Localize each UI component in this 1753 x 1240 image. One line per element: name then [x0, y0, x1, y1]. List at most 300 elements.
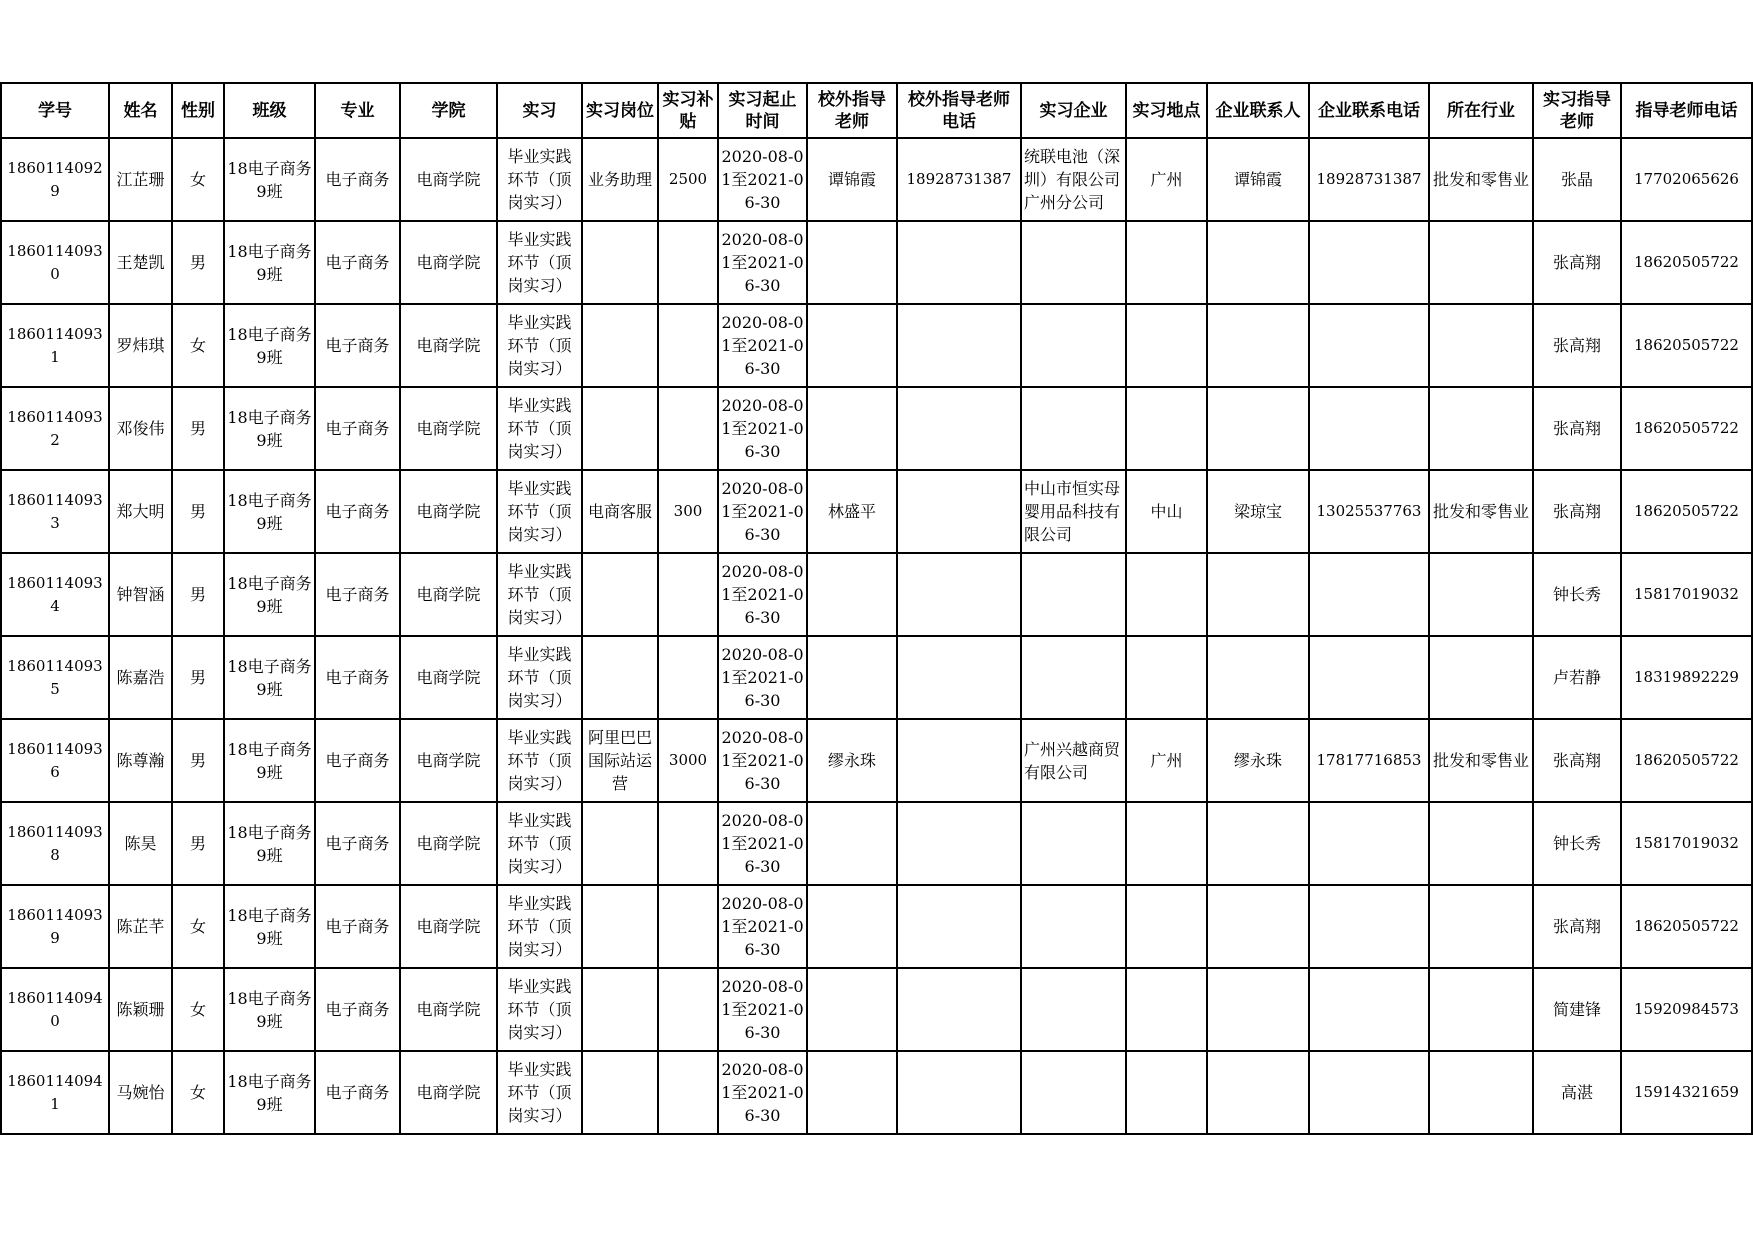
cell-advisor-phone [1621, 719, 1752, 802]
cell-text: 梁琼宝 [1233, 502, 1282, 521]
cell-major [315, 470, 400, 553]
cell-gender [172, 1051, 224, 1134]
cell-external-advisor [807, 968, 897, 1051]
cell-internship-advisor [1533, 553, 1621, 636]
cell-gender [172, 387, 224, 470]
cell-text: 2020-08-01至2021-06-30 [721, 1060, 804, 1125]
cell-text: 张高翔 [1552, 253, 1601, 272]
cell-advisor-phone [1621, 304, 1752, 387]
column-header-class: 班级 [224, 83, 315, 138]
cell-internship-subsidy [658, 968, 718, 1051]
cell-industry [1429, 885, 1533, 968]
column-header-major: 专业 [315, 83, 400, 138]
cell-name [109, 636, 172, 719]
cell-student-id [1, 802, 109, 885]
cell-company-contact [1207, 304, 1309, 387]
cell-internship-period [718, 719, 807, 802]
cell-company-contact [1207, 1051, 1309, 1134]
cell-gender [172, 470, 224, 553]
cell-name [109, 221, 172, 304]
cell-text: 毕业实践环节（顶岗实习） [507, 977, 572, 1042]
cell-major [315, 387, 400, 470]
cell-text: 统联电池（深圳）有限公司广州分公司 [1024, 147, 1121, 212]
cell-internship-period [718, 553, 807, 636]
cell-text: 批发和零售业 [1432, 751, 1529, 770]
cell-text: 张晶 [1560, 170, 1593, 189]
cell-internship-subsidy [658, 719, 718, 802]
cell-internship-position [582, 968, 658, 1051]
cell-company-contact-phone [1309, 802, 1429, 885]
cell-text: 简建锋 [1552, 1000, 1601, 1019]
cell-text: 电子商务 [325, 751, 390, 770]
cell-name [109, 885, 172, 968]
cell-internship-company [1021, 304, 1126, 387]
cell-text: 18电子商务9班 [227, 158, 312, 201]
cell-external-advisor-phone [897, 221, 1021, 304]
cell-internship-advisor [1533, 1051, 1621, 1134]
cell-internship [497, 802, 582, 885]
cell-text: 2020-08-01至2021-06-30 [721, 977, 804, 1042]
cell-advisor-phone [1621, 968, 1752, 1051]
cell-student-id [1, 387, 109, 470]
cell-student-id [1, 470, 109, 553]
cell-internship-advisor [1533, 138, 1621, 221]
cell-class [224, 470, 315, 553]
cell-gender [172, 636, 224, 719]
cell-text: 陈昊 [124, 834, 157, 853]
cell-major [315, 802, 400, 885]
cell-internship-advisor [1533, 470, 1621, 553]
cell-internship [497, 304, 582, 387]
column-header-student-id: 学号 [1, 83, 109, 138]
cell-text: 18电子商务9班 [227, 241, 312, 284]
table-header [1, 83, 1752, 138]
cell-text: 18电子商务9班 [227, 822, 312, 865]
cell-text: 男 [189, 253, 206, 272]
cell-internship-period [718, 470, 807, 553]
table-row [1, 221, 1752, 304]
cell-college [400, 138, 497, 221]
cell-name [109, 802, 172, 885]
cell-internship-location [1126, 636, 1207, 719]
cell-text: 18928731387 [906, 170, 1012, 188]
cell-internship-location [1126, 304, 1207, 387]
cell-internship-advisor [1533, 304, 1621, 387]
cell-text: 林盛平 [827, 502, 876, 521]
cell-internship-position [582, 138, 658, 221]
cell-company-contact [1207, 636, 1309, 719]
cell-internship-period [718, 138, 807, 221]
cell-internship-position [582, 221, 658, 304]
cell-text: 罗炜琪 [116, 336, 165, 355]
cell-text: 18928731387 [1316, 170, 1422, 188]
table-row [1, 470, 1752, 553]
cell-internship-subsidy [658, 470, 718, 553]
cell-text: 毕业实践环节（顶岗实习） [507, 313, 572, 378]
cell-internship-location [1126, 885, 1207, 968]
cell-advisor-phone [1621, 553, 1752, 636]
cell-text: 毕业实践环节（顶岗实习） [507, 811, 572, 876]
cell-industry [1429, 636, 1533, 719]
cell-text: 电商学院 [416, 585, 481, 604]
cell-text: 毕业实践环节（顶岗实习） [507, 728, 572, 793]
cell-text: 陈芷芊 [116, 917, 165, 936]
cell-name [109, 553, 172, 636]
table-row [1, 553, 1752, 636]
cell-text: 2020-08-01至2021-06-30 [721, 313, 804, 378]
cell-internship-period [718, 802, 807, 885]
cell-company-contact [1207, 885, 1309, 968]
cell-text: 广州兴越商贸有限公司 [1024, 739, 1121, 782]
cell-internship [497, 719, 582, 802]
cell-internship [497, 636, 582, 719]
cell-text: 18601140931 [7, 324, 103, 366]
table-body [1, 138, 1752, 1134]
cell-external-advisor [807, 885, 897, 968]
cell-student-id [1, 221, 109, 304]
cell-gender [172, 968, 224, 1051]
cell-text: 18601140936 [7, 739, 103, 781]
table-row [1, 719, 1752, 802]
cell-text: 电商学院 [416, 1083, 481, 1102]
cell-class [224, 138, 315, 221]
cell-industry [1429, 968, 1533, 1051]
cell-company-contact [1207, 802, 1309, 885]
cell-internship [497, 553, 582, 636]
cell-internship-company [1021, 138, 1126, 221]
cell-text: 电商学院 [416, 1000, 481, 1019]
cell-college [400, 553, 497, 636]
header-row [1, 83, 1752, 138]
cell-internship-location [1126, 1051, 1207, 1134]
cell-text: 陈嘉浩 [116, 668, 165, 687]
cell-internship-advisor [1533, 719, 1621, 802]
column-header-internship-position: 实习岗位 [582, 83, 658, 138]
table-row [1, 387, 1752, 470]
cell-class [224, 1051, 315, 1134]
cell-text: 批发和零售业 [1432, 170, 1529, 189]
cell-text: 电商学院 [416, 170, 481, 189]
cell-internship-location [1126, 802, 1207, 885]
cell-major [315, 636, 400, 719]
cell-external-advisor [807, 221, 897, 304]
cell-text: 2020-08-01至2021-06-30 [721, 230, 804, 295]
cell-major [315, 719, 400, 802]
cell-advisor-phone [1621, 636, 1752, 719]
cell-text: 女 [189, 336, 206, 355]
table-row [1, 968, 1752, 1051]
cell-internship-subsidy [658, 553, 718, 636]
cell-major [315, 885, 400, 968]
column-header-industry: 所在行业 [1429, 83, 1533, 138]
cell-advisor-phone [1621, 138, 1752, 221]
cell-text: 电商学院 [416, 419, 481, 438]
cell-major [315, 1051, 400, 1134]
cell-internship-advisor [1533, 802, 1621, 885]
cell-text: 张高翔 [1552, 917, 1601, 936]
cell-text: 17702065626 [1634, 170, 1739, 188]
cell-internship-position [582, 304, 658, 387]
cell-text: 18319892229 [1634, 668, 1739, 686]
cell-external-advisor-phone [897, 885, 1021, 968]
cell-name [109, 387, 172, 470]
cell-internship-period [718, 387, 807, 470]
cell-text: 18电子商务9班 [227, 656, 312, 699]
cell-text: 卢若静 [1552, 668, 1601, 687]
cell-text: 18601140932 [7, 407, 103, 449]
cell-internship-advisor [1533, 885, 1621, 968]
cell-text: 男 [189, 419, 206, 438]
cell-internship-position [582, 636, 658, 719]
column-header-internship-advisor: 实习指导老师 [1533, 83, 1621, 138]
cell-internship-company [1021, 553, 1126, 636]
cell-text: 电商学院 [416, 336, 481, 355]
cell-name [109, 304, 172, 387]
cell-college [400, 1051, 497, 1134]
cell-internship [497, 387, 582, 470]
cell-text: 2020-08-01至2021-06-30 [721, 147, 804, 212]
column-header-internship-company: 实习企业 [1021, 83, 1126, 138]
column-header-company-contact-phone: 企业联系电话 [1309, 83, 1429, 138]
cell-text: 15817019032 [1634, 585, 1739, 603]
cell-internship-advisor [1533, 221, 1621, 304]
cell-internship-company [1021, 1051, 1126, 1134]
cell-external-advisor-phone [897, 968, 1021, 1051]
cell-text: 毕业实践环节（顶岗实习） [507, 1060, 572, 1125]
cell-text: 缪永珠 [827, 751, 876, 770]
cell-external-advisor [807, 553, 897, 636]
cell-internship-company [1021, 636, 1126, 719]
cell-text: 18601140939 [7, 905, 103, 947]
cell-text: 15920984573 [1634, 1000, 1739, 1018]
column-header-internship-subsidy: 实习补贴 [658, 83, 718, 138]
cell-company-contact-phone [1309, 221, 1429, 304]
column-header-internship-period: 实习起止时间 [718, 83, 807, 138]
cell-internship-position [582, 885, 658, 968]
cell-external-advisor-phone [897, 802, 1021, 885]
cell-company-contact-phone [1309, 304, 1429, 387]
cell-text: 13025537763 [1316, 502, 1422, 520]
cell-text: 2500 [668, 170, 708, 188]
cell-internship-position [582, 802, 658, 885]
cell-text: 电子商务 [325, 834, 390, 853]
column-header-gender: 性别 [172, 83, 224, 138]
column-header-advisor-phone: 指导老师电话 [1621, 83, 1752, 138]
cell-text: 毕业实践环节（顶岗实习） [507, 230, 572, 295]
cell-internship-position [582, 387, 658, 470]
cell-text: 18电子商务9班 [227, 905, 312, 948]
cell-text: 2020-08-01至2021-06-30 [721, 728, 804, 793]
cell-industry [1429, 221, 1533, 304]
cell-text: 2020-08-01至2021-06-30 [721, 562, 804, 627]
cell-text: 毕业实践环节（顶岗实习） [507, 479, 572, 544]
cell-text: 18601140929 [7, 158, 103, 200]
cell-industry [1429, 387, 1533, 470]
cell-internship-period [718, 221, 807, 304]
cell-text: 女 [189, 1000, 206, 1019]
cell-text: 广州 [1150, 751, 1183, 770]
cell-internship-company [1021, 387, 1126, 470]
cell-class [224, 636, 315, 719]
cell-company-contact [1207, 387, 1309, 470]
cell-text: 批发和零售业 [1432, 502, 1529, 521]
cell-internship-subsidy [658, 1051, 718, 1134]
cell-internship-company [1021, 719, 1126, 802]
cell-text: 毕业实践环节（顶岗实习） [507, 147, 572, 212]
cell-internship-location [1126, 138, 1207, 221]
cell-internship-company [1021, 221, 1126, 304]
cell-class [224, 885, 315, 968]
cell-gender [172, 138, 224, 221]
cell-external-advisor-phone [897, 387, 1021, 470]
table-row [1, 885, 1752, 968]
cell-text: 18620505722 [1634, 502, 1739, 520]
cell-gender [172, 221, 224, 304]
cell-external-advisor-phone [897, 1051, 1021, 1134]
cell-name [109, 1051, 172, 1134]
cell-text: 2020-08-01至2021-06-30 [721, 811, 804, 876]
cell-text: 谭锦霞 [827, 170, 876, 189]
cell-text: 张高翔 [1552, 502, 1601, 521]
cell-text: 18620505722 [1634, 751, 1739, 769]
cell-student-id [1, 968, 109, 1051]
cell-company-contact-phone [1309, 470, 1429, 553]
cell-company-contact-phone [1309, 553, 1429, 636]
cell-college [400, 387, 497, 470]
cell-company-contact [1207, 553, 1309, 636]
cell-college [400, 470, 497, 553]
internship-table [0, 82, 1753, 1135]
cell-text: 15914321659 [1634, 1083, 1739, 1101]
cell-advisor-phone [1621, 1051, 1752, 1134]
cell-external-advisor [807, 387, 897, 470]
cell-external-advisor-phone [897, 138, 1021, 221]
cell-college [400, 719, 497, 802]
cell-text: 电子商务 [325, 585, 390, 604]
cell-text: 电商学院 [416, 917, 481, 936]
cell-text: 电子商务 [325, 502, 390, 521]
cell-text: 电子商务 [325, 668, 390, 687]
cell-industry [1429, 553, 1533, 636]
cell-major [315, 553, 400, 636]
cell-industry [1429, 138, 1533, 221]
cell-company-contact [1207, 719, 1309, 802]
cell-text: 毕业实践环节（顶岗实习） [507, 396, 572, 461]
cell-text: 18601140941 [7, 1071, 103, 1113]
cell-text: 18601140935 [7, 656, 103, 698]
cell-name [109, 968, 172, 1051]
cell-class [224, 387, 315, 470]
cell-internship-advisor [1533, 636, 1621, 719]
cell-internship-subsidy [658, 387, 718, 470]
cell-company-contact-phone [1309, 387, 1429, 470]
cell-advisor-phone [1621, 387, 1752, 470]
cell-text: 15817019032 [1634, 834, 1739, 852]
cell-major [315, 221, 400, 304]
cell-industry [1429, 470, 1533, 553]
cell-external-advisor-phone [897, 304, 1021, 387]
cell-internship-location [1126, 470, 1207, 553]
cell-text: 男 [189, 502, 206, 521]
cell-college [400, 636, 497, 719]
cell-text: 高湛 [1560, 1083, 1593, 1102]
cell-internship-location [1126, 221, 1207, 304]
cell-external-advisor [807, 802, 897, 885]
cell-text: 18601140930 [7, 241, 103, 283]
cell-text: 男 [189, 834, 206, 853]
cell-external-advisor [807, 636, 897, 719]
cell-text: 女 [189, 170, 206, 189]
cell-internship-location [1126, 968, 1207, 1051]
table-row [1, 304, 1752, 387]
cell-class [224, 719, 315, 802]
cell-internship-period [718, 304, 807, 387]
cell-industry [1429, 1051, 1533, 1134]
cell-name [109, 138, 172, 221]
cell-external-advisor-phone [897, 636, 1021, 719]
cell-text: 18电子商务9班 [227, 324, 312, 367]
cell-text: 阿里巴巴国际站运营 [587, 728, 652, 793]
cell-text: 18601140934 [7, 573, 103, 615]
cell-internship-company [1021, 802, 1126, 885]
cell-college [400, 968, 497, 1051]
cell-text: 18电子商务9班 [227, 1071, 312, 1114]
cell-class [224, 304, 315, 387]
cell-company-contact-phone [1309, 636, 1429, 719]
cell-text: 毕业实践环节（顶岗实习） [507, 645, 572, 710]
cell-text: 18620505722 [1634, 253, 1739, 271]
cell-text: 17817716853 [1316, 751, 1422, 769]
cell-text: 江芷珊 [116, 170, 165, 189]
cell-major [315, 138, 400, 221]
cell-text: 中山市恒实母婴用品科技有限公司 [1024, 479, 1121, 544]
cell-student-id [1, 636, 109, 719]
column-header-internship: 实习 [497, 83, 582, 138]
cell-gender [172, 719, 224, 802]
cell-text: 男 [189, 751, 206, 770]
cell-name [109, 719, 172, 802]
column-header-college: 学院 [400, 83, 497, 138]
cell-internship-position [582, 719, 658, 802]
cell-external-advisor [807, 719, 897, 802]
cell-internship-advisor [1533, 387, 1621, 470]
cell-text: 300 [673, 502, 703, 520]
cell-college [400, 304, 497, 387]
cell-class [224, 221, 315, 304]
cell-internship-company [1021, 470, 1126, 553]
cell-external-advisor-phone [897, 470, 1021, 553]
table-row [1, 636, 1752, 719]
cell-internship-period [718, 636, 807, 719]
cell-text: 毕业实践环节（顶岗实习） [507, 894, 572, 959]
cell-internship [497, 138, 582, 221]
cell-text: 钟长秀 [1552, 834, 1601, 853]
cell-text: 电子商务 [325, 917, 390, 936]
cell-text: 业务助理 [587, 170, 652, 189]
cell-advisor-phone [1621, 470, 1752, 553]
cell-internship-location [1126, 553, 1207, 636]
cell-internship-subsidy [658, 304, 718, 387]
cell-company-contact [1207, 138, 1309, 221]
cell-internship [497, 470, 582, 553]
cell-internship-period [718, 885, 807, 968]
cell-text: 电商学院 [416, 668, 481, 687]
cell-text: 电子商务 [325, 253, 390, 272]
cell-internship-subsidy [658, 885, 718, 968]
cell-text: 18601140938 [7, 822, 103, 864]
cell-text: 男 [189, 668, 206, 687]
cell-student-id [1, 553, 109, 636]
